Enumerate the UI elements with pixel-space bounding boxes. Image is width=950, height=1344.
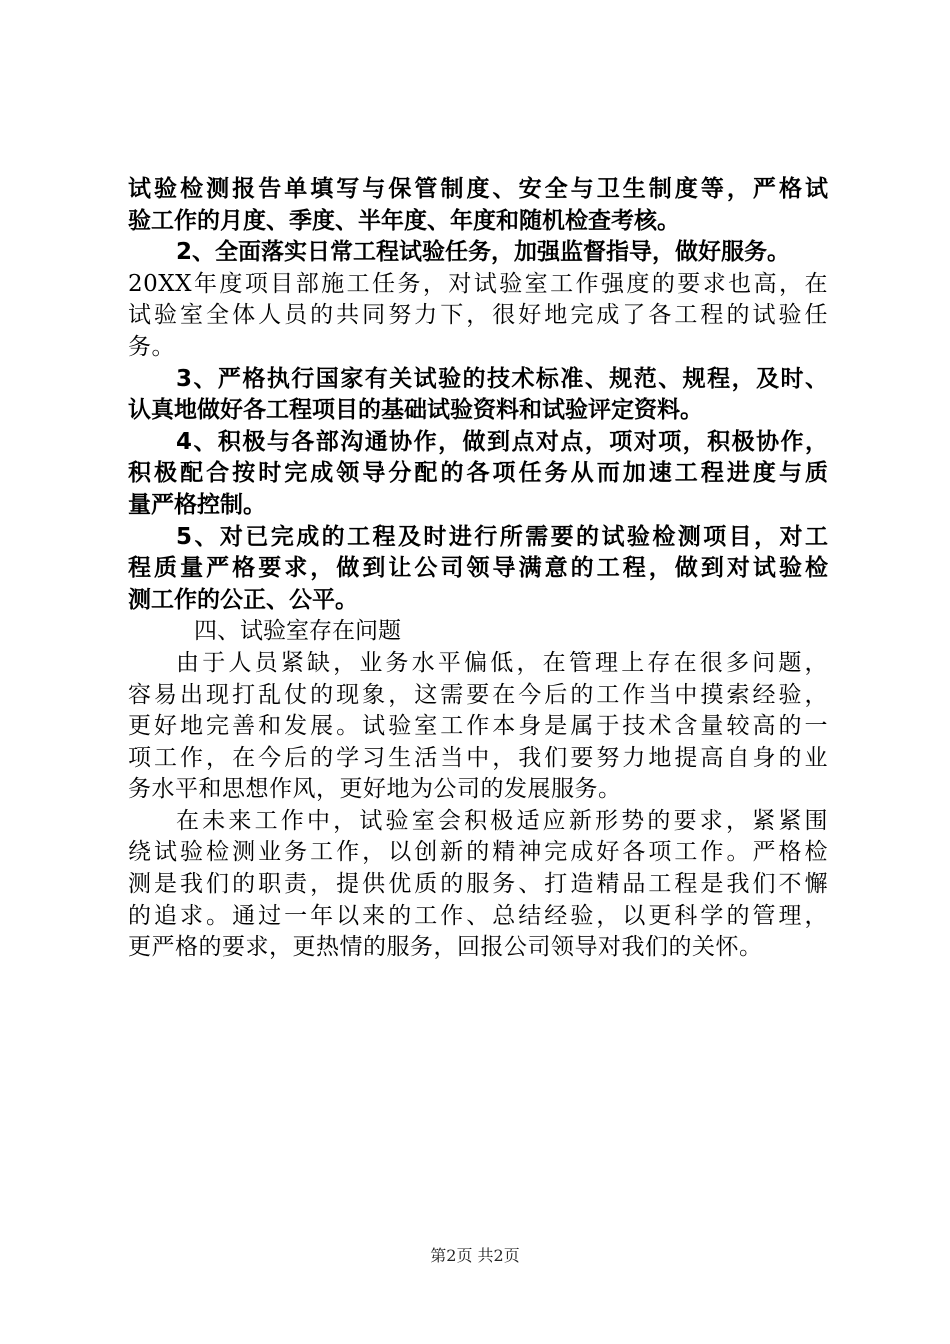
text-line: 项工作，在今后的学习生活当中，我们要努力地提高自身的业 (128, 744, 828, 771)
text-line: 量严格控制。 (128, 491, 266, 518)
document-body (128, 174, 828, 964)
text-line: 务。 (128, 333, 175, 360)
text-line: 由于人员紧缺，业务水平偏低，在管理上存在很多问题， (176, 649, 828, 676)
text-line: 20XX年度项目部施工任务，对试验室工作强度的要求也高，在 (128, 270, 828, 297)
page-number: 第2页 共2页 (430, 1246, 520, 1265)
text-line: 在未来工作中，试验室会积极适应新形势的要求，紧紧围 (176, 807, 828, 834)
text-line: 试验检测报告单填写与保管制度、安全与卫生制度等，严格试 (128, 176, 828, 202)
text-line: 认真地做好各工程项目的基础试验资料和试验评定资料。 (128, 397, 703, 424)
list-item-2-line: 2、全面落实日常工程试验任务，加强监督指导，做好服务。 (176, 239, 791, 266)
list-item-3-line: 3、严格执行国家有关试验的技术标准、规范、规程，及时、 (176, 365, 828, 392)
list-item-4-line: 4、积极与各部沟通协作，做到点对点，项对项，积极协作， (176, 428, 828, 455)
text-line: 积极配合按时完成领导分配的各项任务从而加速工程进度与质 (128, 460, 828, 487)
text-line: 测是我们的职责，提供优质的服务、打造精品工程是我们不懈 (128, 871, 828, 898)
text-line: 程质量严格要求，做到让公司领导满意的工程，做到对试验检 (128, 555, 828, 582)
section-heading: 四、试验室存在问题 (194, 618, 401, 645)
text-line: 更严格的要求，更热情的服务，回报公司领导对我们的关怀。 (128, 934, 763, 961)
text-line: 容易出现打乱仗的现象，这需要在今后的工作当中摸索经验， (128, 681, 828, 708)
text-line: 的追求。通过一年以来的工作、总结经验，以更科学的管理， (128, 902, 828, 929)
text-line: 测工作的公正、公平。 (128, 586, 358, 613)
text-line: 验工作的月度、季度、半年度、年度和随机检查考核。 (128, 207, 680, 234)
list-item-5-line: 5、对已完成的工程及时进行所需要的试验检测项目，对工 (176, 523, 828, 550)
text-line: 务水平和思想作风，更好地为公司的发展服务。 (128, 776, 622, 803)
text-line: 绕试验检测业务工作，以创新的精神完成好各项工作。严格检 (128, 839, 828, 866)
text-line: 试验室全体人员的共同努力下，很好地完成了各工程的试验任 (128, 302, 828, 329)
text-line: 更好地完善和发展。试验室工作本身是属于技术含量较高的一 (128, 713, 828, 740)
